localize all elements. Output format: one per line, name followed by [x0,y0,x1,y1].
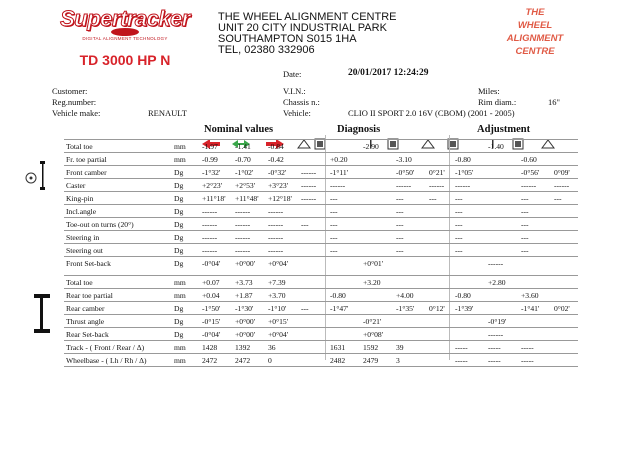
cell-d3 [394,140,427,153]
cell-d2: 2479 [361,354,394,367]
centre-address-line2: SOUTHAMPTON S015 1HA [218,33,357,45]
cell-n1: -0°04' [200,257,233,270]
cell-d1: +0.20 [328,153,361,166]
cell-n4 [299,289,328,302]
cell-n3: -0.42 [266,153,299,166]
cell-d4: --- [427,192,453,205]
cell-n3: +0°04' [266,328,299,341]
cell-n1: -1°32' [200,166,233,179]
cell-d1 [328,315,361,328]
cell-n4 [299,205,328,218]
cell-n1: ------ [200,231,233,244]
row-label: Front camber [64,166,172,179]
cell-n1: +0.07 [200,276,233,289]
cell-a3: --- [519,218,552,231]
cell-d3: 39 [394,341,427,354]
cell-d2: -0°21' [361,315,394,328]
cell-n2: +1.87 [233,289,266,302]
cell-a2 [486,179,519,192]
date-label: Date: [283,69,302,79]
cell-a1: -0.80 [453,289,486,302]
row-label: Caster [64,179,172,192]
table-row [64,289,578,302]
cell-n4 [299,153,328,166]
cell-n4: --- [299,302,328,315]
cell-n1: 2472 [200,354,233,367]
cell-d4: 0°12' [427,302,453,315]
cell-d3 [394,276,427,289]
cell-n1: +0.04 [200,289,233,302]
cell-a1: ----- [453,341,486,354]
cell-d3 [394,328,427,341]
cell-d4 [427,153,453,166]
cell-n3: ------ [266,205,299,218]
cell-a4 [552,205,578,218]
rear-axle-icon [30,292,54,336]
cell-n1: -1.97 [200,140,233,153]
cell-a2: +2.80 [486,276,519,289]
cell-a1 [453,276,486,289]
cell-n4 [299,276,328,289]
cell-a4: 0°02' [552,302,578,315]
vehicle-value: CLIO II SPORT 2.0 16V (CBOM) (2001 - 2005) [348,108,515,118]
cell-d4 [427,289,453,302]
cell-n2: ------ [233,244,266,257]
cell-n3: ------ [266,244,299,257]
table-row [64,140,578,153]
cell-n3: +0°15' [266,315,299,328]
row-unit: mm [172,354,200,367]
cell-n1: ------ [200,244,233,257]
red-logo-line: ALIGNMENT [506,33,564,44]
cell-d2 [361,244,394,257]
cell-d4 [427,231,453,244]
centre-address-line1: UNIT 20 CITY INDUSTRIAL PARK [218,22,387,34]
cell-a4 [552,153,578,166]
cell-d2: +3.20 [361,276,394,289]
table-row [64,166,578,179]
cell-n4 [299,315,328,328]
cell-d4 [427,315,453,328]
cell-n3: ------ [266,218,299,231]
cell-d4 [427,218,453,231]
cell-a4 [552,276,578,289]
cell-n2: -1°02' [233,166,266,179]
row-unit: mm [172,341,200,354]
cell-d3: --- [394,218,427,231]
row-unit: Dg [172,257,200,270]
cell-d4: ------ [427,179,453,192]
cell-a1: -0.80 [453,153,486,166]
table-row [64,257,578,270]
cell-n2: -1.41 [233,140,266,153]
cell-a1 [453,257,486,270]
cell-a2: ------ [486,328,519,341]
red-centre-logo [470,6,600,58]
cell-a2 [486,289,519,302]
cell-a2: -1.40 [486,140,519,153]
cell-d3: +4.00 [394,289,427,302]
cell-a1 [453,315,486,328]
cell-a3: --- [519,192,552,205]
cell-d2: +0°08' [361,328,394,341]
cell-a1: --- [453,218,486,231]
row-label: Toe-out on turns (20°) [64,218,172,231]
row-label: Front Set-back [64,257,172,270]
cell-d2: 1592 [361,341,394,354]
cell-a2 [486,166,519,179]
cell-a1: -1°39' [453,302,486,315]
cell-d3 [394,257,427,270]
cell-d3: --- [394,205,427,218]
cell-n3: ------ [266,231,299,244]
cell-n2: +0°00' [233,257,266,270]
row-label: Fr. toe partial [64,153,172,166]
cell-d1: 2482 [328,354,361,367]
cell-a4 [552,140,578,153]
row-label: Steering out [64,244,172,257]
cell-d4 [427,205,453,218]
row-label: Track - ( Front / Rear / Δ) [64,341,172,354]
reg-number-label: Reg.number: [52,97,97,107]
red-logo-line: CENTRE [515,46,555,57]
row-unit: Dg [172,192,200,205]
cell-a4 [552,244,578,257]
cell-a2: ----- [486,354,519,367]
rear-axle-rows [64,276,578,367]
cell-n3: +3.70 [266,289,299,302]
cell-d3: --- [394,244,427,257]
logo-name: Supertracker [60,6,190,31]
cell-n1: 1428 [200,341,233,354]
cell-a3 [519,257,552,270]
row-unit: mm [172,153,200,166]
cell-a3 [519,140,552,153]
cell-a4 [552,341,578,354]
cell-a2 [486,231,519,244]
cell-a3: --- [519,244,552,257]
cell-d4 [427,257,453,270]
cell-n3: -1°10' [266,302,299,315]
logo-subtitle: DIGITAL ALIGNMENT TECHNOLOGY [82,36,168,41]
cell-d4 [427,140,453,153]
cell-d2 [361,166,394,179]
cell-d3: -0°50' [394,166,427,179]
cell-d1: -0.80 [328,289,361,302]
nominal-values-header: Nominal values [204,124,274,135]
cell-n2: ------ [233,205,266,218]
cell-n1: ------ [200,218,233,231]
cell-a4 [552,289,578,302]
vehicle-label: Vehicle: [283,108,311,118]
cell-n1: ------ [200,205,233,218]
cell-a4: 0°09' [552,166,578,179]
cell-d1: -1°47' [328,302,361,315]
cell-d1: --- [328,205,361,218]
cell-d2 [361,231,394,244]
cell-d1: --- [328,244,361,257]
cell-a4 [552,218,578,231]
row-unit: Dg [172,302,200,315]
customer-label: Customer: [52,86,88,96]
table-row [64,302,578,315]
table-row [64,276,578,289]
cell-a2 [486,192,519,205]
cell-n1: -0°04' [200,328,233,341]
table-row [64,231,578,244]
row-unit: Dg [172,328,200,341]
cell-d4 [427,244,453,257]
rim-diam-value: 16" [548,97,560,107]
cell-a2 [486,302,519,315]
cell-a3 [519,276,552,289]
cell-a3 [519,315,552,328]
cell-n1: +2°23' [200,179,233,192]
cell-a3: -0°56' [519,166,552,179]
cell-n3: +12°18' [266,192,299,205]
cell-n2: -1°30' [233,302,266,315]
cell-d3: ------ [394,179,427,192]
cell-n3: 0 [266,354,299,367]
row-label: Thrust angle [64,315,172,328]
row-label: Total toe [64,276,172,289]
row-unit: Dg [172,244,200,257]
cell-a4 [552,231,578,244]
steering-wheel-icon [25,170,37,186]
vin-label: V.I.N.: [283,86,306,96]
row-unit: Dg [172,218,200,231]
alignment-table [64,139,578,367]
row-label: Incl.angle [64,205,172,218]
red-logo-line: WHEEL [517,20,553,31]
cell-n4 [299,341,328,354]
cell-d3: 3 [394,354,427,367]
cell-a2 [486,218,519,231]
row-unit: Dg [172,166,200,179]
cell-d1 [328,140,361,153]
table-row [64,354,578,367]
front-axle-rows [64,140,578,270]
cell-a3: ----- [519,341,552,354]
row-label: King-pin [64,192,172,205]
cell-d1: --- [328,192,361,205]
cell-d2 [361,205,394,218]
table-row [64,205,578,218]
row-label: Steering in [64,231,172,244]
cell-n3: +3°23' [266,179,299,192]
cell-d3: --- [394,192,427,205]
cell-d2 [361,192,394,205]
cell-a2: ------ [486,257,519,270]
cell-a4: ------ [552,179,578,192]
cell-a4 [552,354,578,367]
cell-n4 [299,328,328,341]
cell-n4: ------ [299,166,328,179]
row-label: Total toe [64,140,172,153]
model-title: TD 3000 HP N [79,52,171,68]
cell-d2: -2.90 [361,140,394,153]
cell-n4 [299,231,328,244]
cell-a2: -0°19' [486,315,519,328]
red-logo-line: THE [525,7,545,18]
miles-label: Miles: [478,86,500,96]
cell-d4 [427,341,453,354]
cell-n2: 1392 [233,341,266,354]
supertracker-logo [60,6,190,41]
cell-d3: --- [394,231,427,244]
cell-n2: ------ [233,218,266,231]
cell-n3: -0°32' [266,166,299,179]
row-unit: Dg [172,205,200,218]
cell-d3: -3.10 [394,153,427,166]
cell-a1: --- [453,231,486,244]
cell-d2 [361,153,394,166]
row-unit: Dg [172,179,200,192]
chassis-label: Chassis n.: [283,97,320,107]
cell-a3 [519,328,552,341]
cell-a3: ----- [519,354,552,367]
cell-a2 [486,205,519,218]
row-unit: mm [172,276,200,289]
date-value: 20/01/2017 12:24:29 [348,68,429,78]
row-unit: Dg [172,231,200,244]
cell-a1 [453,140,486,153]
cell-n3: 36 [266,341,299,354]
row-unit: Dg [172,315,200,328]
cell-a3: +3.60 [519,289,552,302]
row-unit: mm [172,140,200,153]
cell-n4 [299,354,328,367]
cell-n2: +3.73 [233,276,266,289]
centre-address [218,12,396,56]
cell-n2: 2472 [233,354,266,367]
row-unit: mm [172,289,200,302]
cell-a1: --- [453,192,486,205]
cell-d3: -1°35' [394,302,427,315]
cell-d1 [328,328,361,341]
cell-d4 [427,328,453,341]
cell-d4 [427,354,453,367]
cell-a4: --- [552,192,578,205]
cell-a2 [486,244,519,257]
cell-n2: -0.70 [233,153,266,166]
cell-a1 [453,328,486,341]
cell-d1: ------ [328,179,361,192]
rim-diam-label: Rim diam.: [478,97,517,107]
table-row [64,192,578,205]
cell-d2 [361,289,394,302]
cell-n3: +0°04' [266,257,299,270]
cell-d2 [361,179,394,192]
cell-a4 [552,257,578,270]
cell-d3 [394,315,427,328]
cell-d1 [328,257,361,270]
cell-n2: +11°48' [233,192,266,205]
cell-a3: -0.60 [519,153,552,166]
cell-n1: +11°18' [200,192,233,205]
cell-n2: +0°00' [233,315,266,328]
cell-a3: ------ [519,179,552,192]
table-row [64,315,578,328]
cell-n1: -0.99 [200,153,233,166]
cell-n3: -0.84 [266,140,299,153]
cell-a1: -1°05' [453,166,486,179]
cell-a1: --- [453,205,486,218]
cell-d4: 0°21' [427,166,453,179]
cell-d1: --- [328,218,361,231]
cell-a4 [552,328,578,341]
table-row [64,179,578,192]
cell-n4: ------ [299,192,328,205]
cell-n2: ------ [233,231,266,244]
cell-d4 [427,276,453,289]
cell-d1: -1°11' [328,166,361,179]
cell-a1: ----- [453,354,486,367]
cell-a1: --- [453,244,486,257]
cell-a3: --- [519,205,552,218]
table-row [64,153,578,166]
cell-n2: +0°00' [233,328,266,341]
cell-d1: --- [328,231,361,244]
row-label: Rear Set-back [64,328,172,341]
cell-n2: +2°53' [233,179,266,192]
cell-a2: ----- [486,341,519,354]
row-label: Rear camber [64,302,172,315]
cell-a2 [486,153,519,166]
cell-d2 [361,302,394,315]
vehicle-make-value: RENAULT [148,108,187,118]
table-row [64,328,578,341]
centre-tel: TEL, 02380 332906 [218,44,315,56]
cell-n4 [299,244,328,257]
table-row [64,341,578,354]
cell-d1: 1631 [328,341,361,354]
vehicle-make-label: Vehicle make: [52,108,101,118]
cell-d1 [328,276,361,289]
cell-n3: +7.39 [266,276,299,289]
cell-a4 [552,315,578,328]
row-label: Rear toe partial [64,289,172,302]
cell-n1: -1°50' [200,302,233,315]
cell-n4: --- [299,218,328,231]
table-row [64,244,578,257]
table-row [64,218,578,231]
cell-a3: -1°41' [519,302,552,315]
cell-a1: ------ [453,179,486,192]
cell-n4 [299,257,328,270]
cell-n1: -0°15' [200,315,233,328]
adjustment-header: Adjustment [477,124,531,135]
diagnosis-header: Diagnosis [337,124,381,135]
cell-n4 [299,140,328,153]
row-label: Wheelbase - ( Lh / Rh / Δ) [64,354,172,367]
centre-name: THE WHEEL ALIGNMENT CENTRE [218,11,397,23]
cell-d2: +0°01' [361,257,394,270]
cell-d2 [361,218,394,231]
cell-a3: --- [519,231,552,244]
cell-n4: ------ [299,179,328,192]
